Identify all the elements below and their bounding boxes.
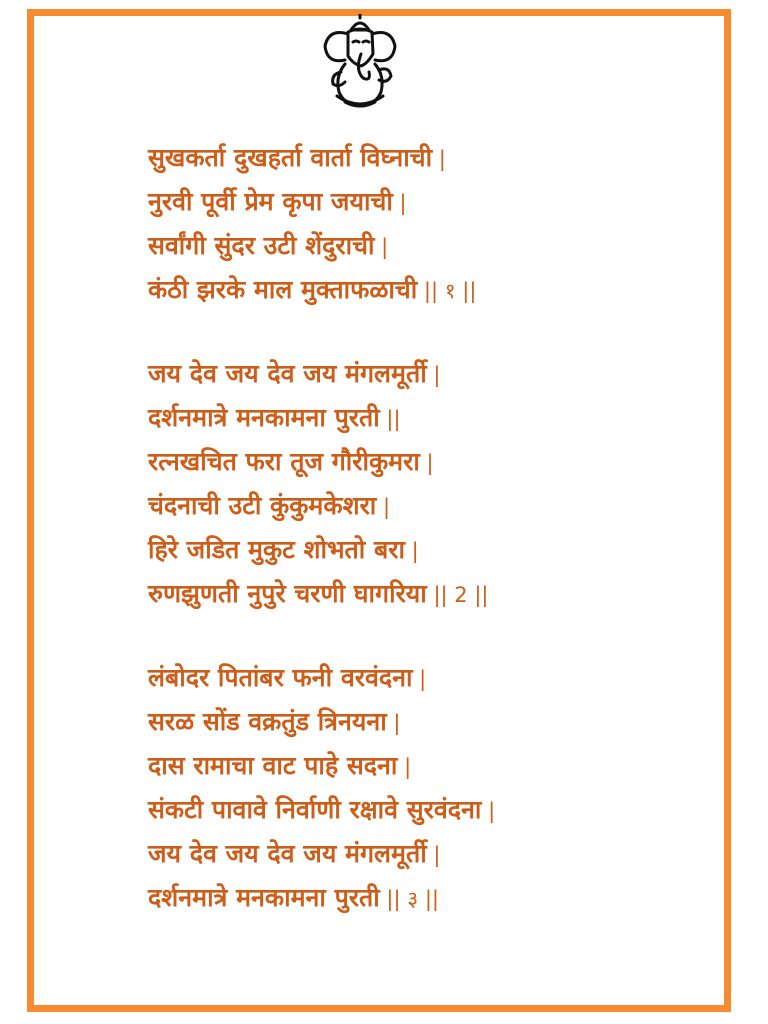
verse-separator: | (426, 363, 441, 387)
verse-line (148, 876, 495, 920)
verse-1 (148, 136, 476, 312)
verse-line-text: नुरवी पूर्वी प्रेम कृपा जयाची (148, 187, 393, 216)
verse-line-text: चंदनाची उटी कुंकुमकेशरा (148, 491, 377, 520)
verse-separator: | (481, 799, 496, 823)
verse-line (148, 440, 488, 484)
verse-separator: || १ || (417, 279, 477, 303)
verse-line (148, 224, 476, 268)
verse-separator: | (392, 191, 407, 215)
verse-line (148, 136, 476, 180)
verse-line-text: दास रामाचा वाट पाहे सदना (148, 751, 398, 780)
verse-line-text: रत्नखचित फरा तूज गौरीकुमरा (148, 447, 420, 476)
verse-line (148, 656, 495, 700)
verse-line-text: जय देव जय देव जय मंगलमूर्ती (148, 839, 427, 868)
verse-line (148, 180, 476, 224)
verse-separator: | (432, 147, 446, 171)
verse-separator: | (404, 539, 419, 563)
verse-line-text: लंबोदर पितांबर फनी वरवंदना (148, 663, 413, 692)
verse-line (148, 700, 495, 744)
verse-line (148, 268, 476, 312)
verse-separator: | (419, 451, 434, 475)
verse-separator: || 2 || (426, 583, 489, 607)
verse-2-chorus (148, 352, 488, 616)
verse-separator: | (386, 711, 401, 735)
verse-line (148, 788, 495, 832)
verse-line (148, 744, 495, 788)
verse-line (148, 352, 488, 396)
verse-line-text: रुणझुणती नुपुरे चरणी घागरिया (148, 579, 427, 608)
verse-line-text: हिरे जडित मुकुट शोभतो बरा (148, 535, 405, 564)
verse-line (148, 484, 488, 528)
verse-separator: | (374, 235, 389, 259)
verse-line (148, 396, 488, 440)
verse-line-text: दर्शनमात्रे मनकामना पुरती (148, 883, 380, 912)
verse-line-text: जय देव जय देव जय मंगलमूर्ती (148, 359, 427, 388)
verse-separator: || (379, 407, 401, 431)
verse-line (148, 572, 488, 616)
verse-separator: | (426, 843, 441, 867)
verse-3 (148, 656, 495, 920)
verse-line-text: कंठी झरके माल मुक्ताफळाची (148, 275, 418, 304)
verse-separator: | (376, 495, 391, 519)
verse-line-text: दर्शनमात्रे मनकामना पुरती (148, 403, 380, 432)
verse-line-text: सरळ सोंड वक्रतुंड त्रिनयना (148, 707, 387, 736)
verse-line (148, 832, 495, 876)
ganesha-icon (315, 14, 405, 112)
verse-line-text: सर्वांगी सुंदर उटी शेंदुराची (148, 231, 375, 260)
verse-separator: | (397, 755, 412, 779)
verse-separator: || ३ || (379, 887, 439, 911)
verse-separator: | (412, 667, 427, 691)
verse-line-text: सुखकर्ता दुखहर्ता वार्ता विघ्नाची (148, 143, 433, 172)
verse-line (148, 528, 488, 572)
verse-line-text: संकटी पावावे निर्वाणी रक्षावे सुरवंदना (148, 795, 482, 824)
